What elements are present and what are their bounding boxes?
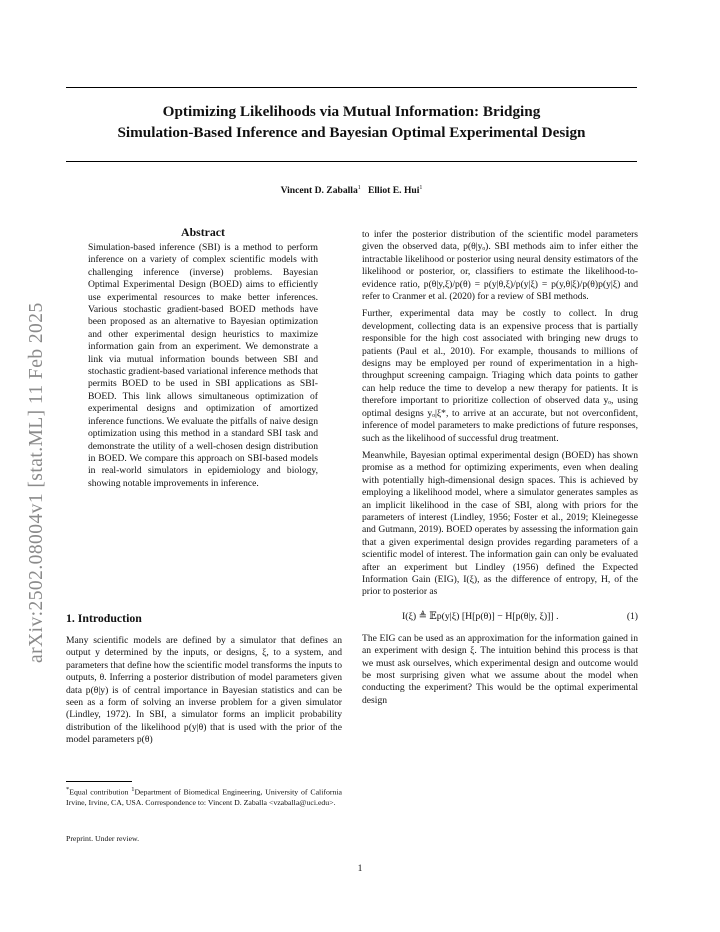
arxiv-stamp <box>20 233 60 663</box>
affiliation-mark: 1 <box>357 185 361 191</box>
paragraph: The EIG can be used as an approximation for the information gained in an experiment with design ξ. The intuition behind this process is that we must ask ourselves, which experimental design and outcome would be most surprising given what we assume about the model when conducting the experiment? This would be the optimal experimental design <box>362 632 638 706</box>
title-line-1: Optimizing Likelihoods via Mutual Information: Bridging <box>162 103 541 120</box>
author-list <box>66 185 637 196</box>
paragraph: to infer the posterior distribution of the scientific model parameters given the observed data, p(θ|yₒ). SBI methods aim to infer either the intractable likelihood or posterior using neural density estimators of the likelihood or posterior, or, classifiers to estimate the likelihood-to-evidence ratio, p(θ|y,ξ)/p(θ) = p(y|θ,ξ)/p(y|ξ) = p(y,θ|ξ)/p(θ)p(y|ξ) and refer to Cranmer et al. (2020) for a review of SBI methods. <box>362 229 638 303</box>
introduction-text: Many scientific models are defined by a simulator that defines an output y determined by the inputs, or designs, ξ, to a system, and parameters that define how the scientific model transforms the inputs to outputs, θ. Inferring a posterior distribution of model parameters given data p(θ|y) is of central importance in Bayesian statistics and can be seen as a form of solving an inverse problem for a given simulator (Lindley, 1972). In SBI, a simulator forms an implicit probability distribution of the likelihood p(y|θ) that is used with the prior of the model parameters p(θ) <box>66 635 342 746</box>
equation: I(ξ) ≜ 𝔼p(y|ξ) [H[p(θ)] − H[p(θ|y, ξ)]] . <box>402 610 559 622</box>
right-column <box>362 229 638 712</box>
title-line-2: Simulation-Based Inference and Bayesian Optimal Experimental Design <box>117 124 586 141</box>
preprint-note: Preprint. Under review. <box>66 834 140 843</box>
affiliation-text: Department of Biomedical Engineering, University of California Irvine, Irvine, CA, USA. Correspondence to: Vincent D. Zaballa <vzaballa@uci.edu>. <box>66 787 343 807</box>
footnote-text: Equal contribution <box>69 787 129 797</box>
abstract-heading: Abstract <box>181 225 225 239</box>
footnote <box>66 785 342 808</box>
paragraph: Further, experimental data may be costly to collect. In drug development, collecting data is an expensive process that is partially responsible for the high cost associated with bringing new drugs to patients (Paul et al., 2010). For example, thousands to millions of designs may be employed per round of experimentation in a high-throughput screening campaign. Triaging which data points to gather can help reduce the time to develop a new therapy for patients. It is therefore important to prioritize collection of observed data yₒ, using optimal designs yₒ|ξ*, to arrive at an accurate, but not overconfident, inference of model parameters to make predictions of future responses, such as the likelihood of successful drug treatment. <box>362 308 638 444</box>
abstract-text: Simulation-based inference (SBI) is a method to perform inference on a variety of complex scientific models with challenging inference (inverse) problems. Bayesian Optimal Experimental Design (BOED) aims to efficiently use experimental resources to make better inferences. Various stochastic gradient-based BOED methods have been proposed as an alternative to Bayesian optimization and other experimental design heuristics to maximize information gain from an experiment. We demonstrate a link via mutual information bounds between SBI and stochastic gradient-based variational inference methods that permits BOED to be used in SBI applications as SBI-BOED. This link allows simultaneous optimization of experimental designs and optimization of amortized inference functions. We evaluate the pitfalls of naive design optimization using this method in a standard SBI task and demonstrate the utility of a well-chosen design distribution in BOED. We compare this approach on SBI-based models in real-world simulators in epidemiology and biology, showing notable improvements in inference. <box>88 242 318 489</box>
paper-title <box>66 101 637 143</box>
paragraph: Meanwhile, Bayesian optimal experimental design (BOED) has shown promise as a method for optimizing experiments, even when dealing with potentially high-dimensional design spaces. This is achieved by employing a likelihood model, where a simulator generates samples as an implicit likelihood in the case of SBI, along with priors for the parameters of interest (Lindley, 1956; Foster et al., 2019; Kleinegesse and Gutmann, 2019). BOED operates by assessing the information gain that a given experimental design provides regarding parameters of a scientific model of interest. The information gain can only be evaluated after an experiment but Lindley (1956) defined the Expected Information Gain (EIG), I(ξ), as the difference of entropy, H, of the prior to posterior as <box>362 449 638 598</box>
arxiv-identifier: arXiv:2502.08004v1 [stat.ML] 11 Feb 2025 <box>26 302 47 663</box>
title-top-rule <box>66 87 637 88</box>
title-bottom-rule <box>66 161 637 162</box>
affiliation-mark: 1 <box>131 786 135 793</box>
page-number: 1 <box>357 863 363 874</box>
section-heading-introduction: 1. Introduction <box>66 611 142 625</box>
author-name: Elliot E. Hui <box>367 185 420 197</box>
equation-block <box>362 605 638 633</box>
footnote-mark: * <box>66 786 70 793</box>
author-name: Vincent D. Zaballa <box>280 185 358 197</box>
footnote-rule <box>66 781 132 782</box>
equation-number: (1) <box>626 610 638 622</box>
affiliation-mark: 1 <box>419 185 423 191</box>
